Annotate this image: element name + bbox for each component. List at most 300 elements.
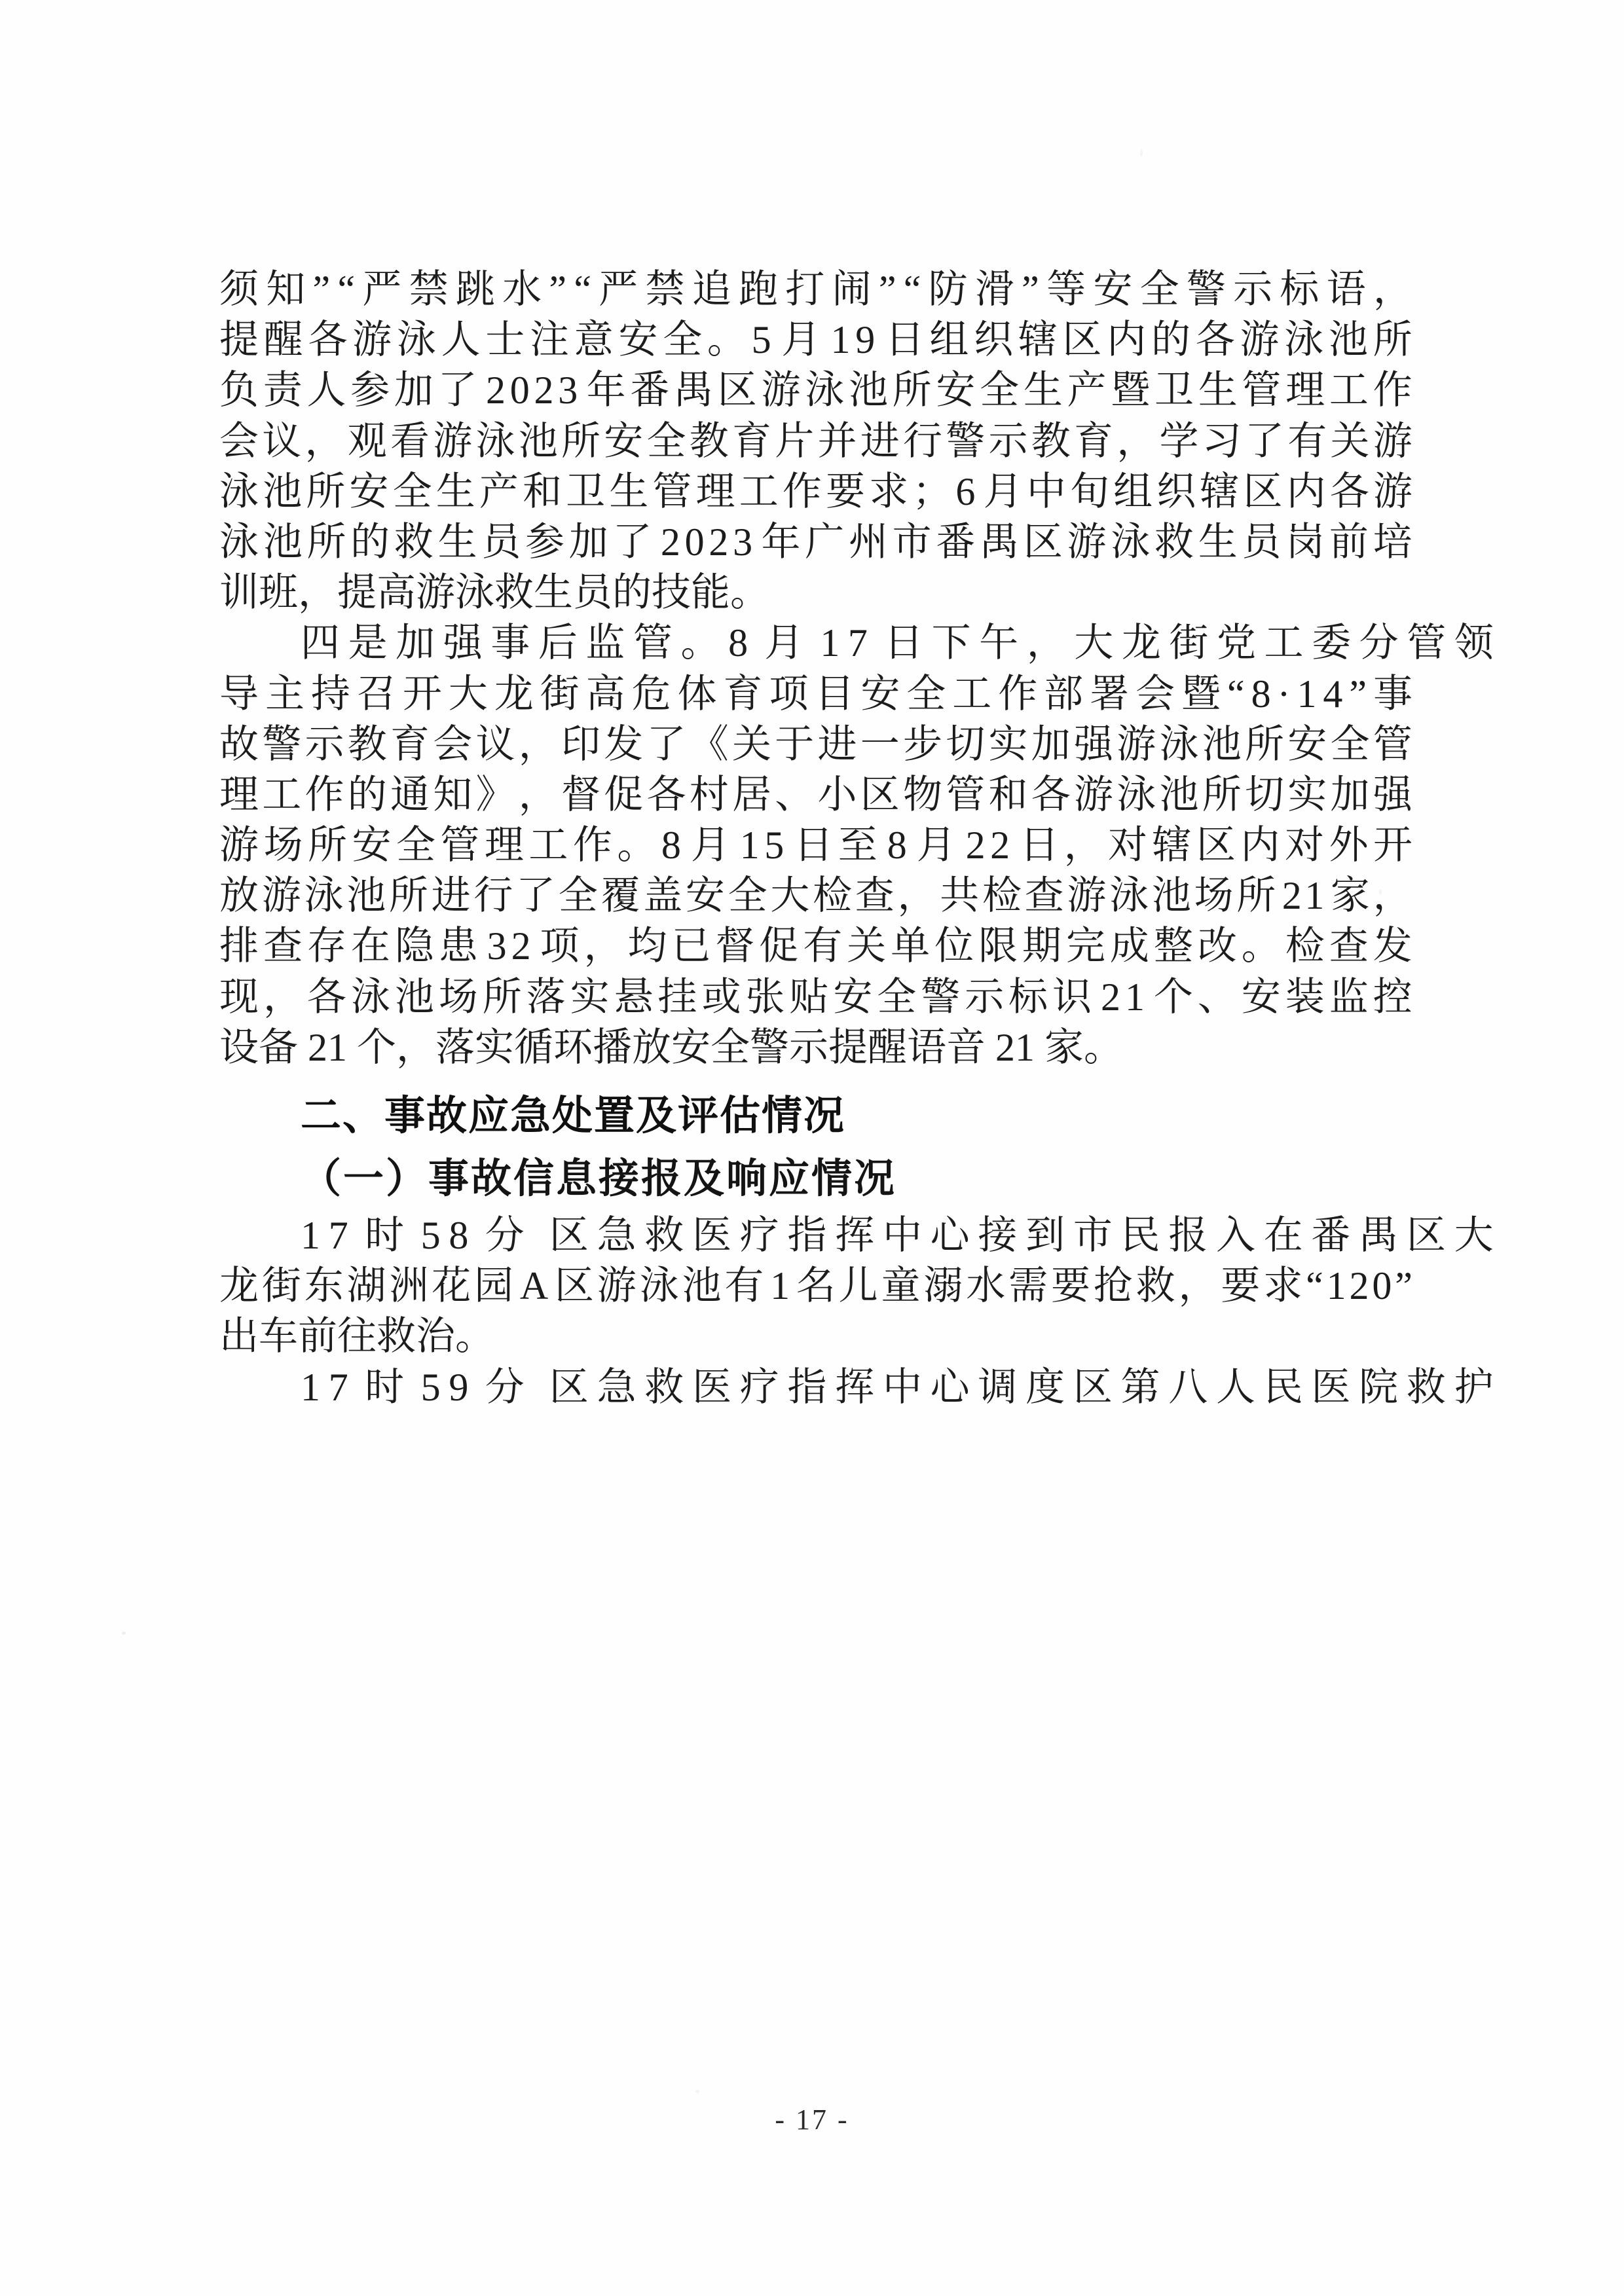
glyph: 游: [1240, 318, 1280, 362]
glyph: 游: [261, 874, 301, 918]
glyph: 隐: [394, 924, 434, 968]
glyph: 全: [392, 469, 432, 513]
glyph: “: [574, 268, 591, 311]
glyph: 市: [892, 520, 932, 564]
glyph: 医: [692, 1365, 732, 1409]
glyph: 管: [1373, 722, 1412, 766]
glyph: 所: [388, 874, 428, 918]
glyph: 有: [803, 924, 843, 968]
glyph: 下: [931, 621, 971, 665]
glyph: “: [903, 268, 921, 311]
glyph: 和: [522, 469, 562, 513]
glyph: 工: [528, 824, 568, 867]
glyph: 八: [1168, 1365, 1208, 1409]
glyph: 池: [1328, 318, 1368, 362]
glyph: 1: [830, 318, 851, 362]
glyph: ，: [263, 975, 303, 1019]
glyph: 议: [475, 722, 515, 766]
glyph: 习: [1202, 419, 1242, 463]
glyph: 强: [443, 621, 483, 665]
glyph: 安: [604, 419, 644, 463]
glyph: 生: [435, 469, 475, 513]
glyph: 示: [965, 975, 1005, 1019]
glyph: 负: [219, 369, 259, 412]
glyph: 游: [597, 1264, 637, 1308]
glyph: 泳: [396, 318, 436, 362]
glyph: 须: [219, 268, 259, 311]
glyph: 生: [437, 520, 477, 564]
glyph: 项: [540, 924, 580, 968]
glyph: 2: [534, 369, 554, 412]
glyph: 场: [1194, 874, 1234, 918]
glyph: 或: [701, 975, 741, 1019]
glyph: 、: [775, 773, 815, 816]
glyph: 接: [978, 1214, 1018, 1257]
glyph: 池: [848, 369, 888, 412]
glyph: 名: [796, 1264, 836, 1308]
glyph: 区: [554, 1264, 594, 1308]
glyph: 7: [328, 1214, 348, 1257]
glyph: 区: [1073, 1365, 1113, 1409]
glyph: ，: [1063, 824, 1103, 867]
glyph: 溺: [923, 1264, 963, 1308]
glyph: 院: [1359, 1365, 1399, 1409]
glyph: ”: [549, 268, 567, 311]
glyph: 救: [644, 1365, 684, 1409]
glyph: 水: [966, 1264, 1006, 1308]
glyph: 安: [1241, 975, 1281, 1019]
glyph: 分: [485, 1214, 525, 1257]
glyph: 区: [1406, 1214, 1446, 1257]
glyph: 1: [1124, 975, 1145, 1019]
glyph: 2: [965, 824, 986, 867]
glyph: 了: [437, 369, 477, 412]
glyph: 9: [449, 1365, 469, 1409]
glyph: 检: [813, 874, 853, 918]
glyph: 生: [1023, 369, 1063, 412]
glyph: 语: [1326, 268, 1366, 311]
glyph: 游: [1116, 722, 1156, 766]
glyph: 时: [365, 1214, 405, 1257]
paragraph-dispatch-1759: [219, 1362, 1494, 1413]
glyph: 查: [1329, 924, 1369, 968]
glyph: 实: [988, 722, 1028, 766]
glyph: 议: [262, 419, 302, 463]
glyph: 区: [1023, 520, 1063, 564]
glyph: 查: [1024, 874, 1064, 918]
glyph: 5: [420, 1214, 441, 1257]
glyph: 前: [1329, 520, 1369, 564]
glyph: 所: [561, 419, 600, 463]
glyph: 期: [1022, 924, 1062, 968]
glyph: 全: [396, 824, 435, 867]
glyph: 时: [365, 1365, 405, 1409]
glyph: 0: [1372, 1264, 1392, 1308]
glyph: 所: [1373, 318, 1412, 362]
glyph: 龙: [1121, 621, 1161, 665]
glyph: 后: [538, 621, 578, 665]
glyph: 内: [1107, 318, 1147, 362]
glyph: ·: [1277, 672, 1291, 716]
glyph: 目: [815, 672, 855, 716]
glyph: 月: [690, 824, 730, 867]
glyph: 2: [1101, 975, 1121, 1019]
glyph: 进: [431, 874, 471, 918]
glyph: 育: [732, 419, 771, 463]
glyph: 水: [502, 268, 542, 311]
glyph: 大: [1454, 1214, 1494, 1257]
glyph: 所: [306, 469, 346, 513]
glyph: 示: [304, 722, 344, 766]
glyph: 全: [1139, 268, 1179, 311]
glyph: 区: [860, 773, 900, 816]
glyph: 查: [855, 874, 895, 918]
glyph: 知: [266, 268, 306, 311]
glyph: 疗: [739, 1365, 779, 1409]
glyph: 大: [1074, 621, 1114, 665]
glyph: ，: [1373, 268, 1412, 311]
glyph: 工: [1329, 369, 1369, 412]
glyph: 事: [490, 621, 530, 665]
glyph: ”: [878, 268, 896, 311]
glyph: 全: [980, 369, 1020, 412]
glyph: 进: [817, 722, 857, 766]
glyph: 泳: [1116, 773, 1156, 816]
glyph: 完: [1065, 924, 1105, 968]
glyph: 监: [1329, 975, 1369, 1019]
glyph: 学: [1159, 419, 1199, 463]
glyph: 危: [631, 672, 671, 716]
glyph: 管: [1407, 621, 1447, 665]
glyph: 池: [1202, 722, 1242, 766]
glyph: 排: [219, 924, 259, 968]
glyph: 8: [449, 1214, 469, 1257]
glyph: 促: [759, 924, 799, 968]
glyph: 四: [301, 621, 340, 665]
glyph: 泳: [805, 369, 845, 412]
glyph: 组: [1113, 469, 1153, 513]
glyph: 委: [1312, 621, 1352, 665]
glyph: 小: [817, 773, 857, 816]
glyph: 第: [1120, 1365, 1160, 1409]
glyph: 加: [1330, 773, 1370, 816]
glyph: 培: [1373, 520, 1412, 564]
glyph: 1: [739, 824, 760, 867]
glyph: 产: [1067, 369, 1107, 412]
glyph: 中: [882, 1365, 922, 1409]
glyph: 午: [979, 621, 1019, 665]
glyph: 实: [1287, 773, 1327, 816]
glyph: 张: [745, 975, 785, 1019]
glyph: 池: [263, 469, 303, 513]
glyph: “: [337, 268, 356, 311]
glyph: ；: [912, 469, 952, 513]
glyph: 加: [394, 369, 434, 412]
glyph: 池: [1151, 874, 1191, 918]
glyph: 泳: [219, 469, 259, 513]
text-line: 设备 21 个，落实循环播放安全警示提醒语音 21 家。: [219, 1025, 1123, 1069]
glyph: 所: [307, 824, 347, 867]
glyph: 开: [1373, 824, 1412, 867]
text-line: [219, 669, 1412, 720]
glyph: 暨: [1181, 672, 1221, 716]
glyph: 番: [630, 369, 670, 412]
glyph: 泳: [350, 975, 390, 1019]
glyph: 救: [1135, 1264, 1175, 1308]
glyph: 促: [604, 773, 644, 816]
glyph: 警: [946, 419, 986, 463]
glyph: 单: [891, 924, 931, 968]
glyph: 心: [930, 1365, 970, 1409]
glyph: 1: [770, 1264, 790, 1308]
glyph: 街: [540, 672, 580, 716]
glyph: 看: [390, 419, 430, 463]
glyph: 广: [805, 520, 845, 564]
glyph: 作: [572, 824, 612, 867]
text-line: [219, 770, 1412, 820]
glyph: 所: [482, 975, 522, 1019]
spacer: [219, 1073, 1412, 1085]
glyph: ，: [1116, 419, 1156, 463]
glyph: 强: [1074, 722, 1113, 766]
glyph: 2: [709, 520, 729, 564]
glyph: 5: [420, 1365, 441, 1409]
glyph: 注: [530, 318, 570, 362]
glyph: 士: [485, 318, 525, 362]
glyph: 均: [627, 924, 667, 968]
glyph: 知: [433, 773, 473, 816]
glyph: 各: [306, 975, 346, 1019]
glyph: 控: [1373, 975, 1412, 1019]
glyph: 有: [724, 1264, 764, 1308]
glyph: 。: [680, 621, 720, 665]
glyph: 区: [1196, 824, 1236, 867]
glyph: 教: [347, 722, 387, 766]
glyph: 全: [728, 874, 767, 918]
glyph: 家: [1330, 874, 1370, 918]
glyph: 发: [604, 722, 644, 766]
glyph: 生: [1198, 369, 1238, 412]
glyph: 。: [707, 318, 747, 362]
glyph: 理: [219, 773, 259, 816]
glyph: 要: [1050, 1264, 1090, 1308]
glyph: 提: [219, 318, 259, 362]
glyph: 和: [988, 773, 1028, 816]
glyph: 2: [990, 824, 1010, 867]
glyph: 悬: [614, 975, 654, 1019]
glyph: 内: [1286, 469, 1326, 513]
glyph: 《: [689, 722, 729, 766]
glyph: 所: [1245, 722, 1284, 766]
glyph: 的: [347, 773, 387, 816]
text-line: [219, 1211, 1494, 1261]
glyph: 辖: [1200, 469, 1240, 513]
glyph: 救: [644, 1214, 684, 1257]
glyph: 2: [486, 369, 506, 412]
glyph: 项: [769, 672, 809, 716]
glyph: 切: [946, 722, 986, 766]
glyph: ”: [1349, 672, 1367, 716]
glyph: 禺: [674, 369, 714, 412]
glyph: 个: [1153, 975, 1193, 1019]
text-line: [219, 820, 1412, 871]
glyph: 街: [1169, 621, 1209, 665]
page-number: - 17 -: [775, 2104, 849, 2136]
glyph: 场: [263, 824, 303, 867]
glyph: 管: [440, 824, 480, 867]
glyph: 警: [921, 975, 961, 1019]
glyph: 至: [838, 824, 877, 867]
glyph: 挂: [657, 975, 697, 1019]
glyph: 在: [1263, 1214, 1303, 1257]
glyph: 指: [787, 1365, 827, 1409]
glyph: 暨: [1111, 369, 1151, 412]
glyph: 检: [1285, 924, 1325, 968]
glyph: ”: [1022, 268, 1039, 311]
glyph: 切: [1245, 773, 1284, 816]
glyph: 居: [732, 773, 771, 816]
glyph: 各: [1195, 318, 1235, 362]
text-line: [219, 720, 1412, 770]
glyph: 年: [586, 369, 626, 412]
text-line: [219, 1362, 1494, 1413]
scan-speckle: [695, 2090, 699, 2093]
glyph: 在: [350, 924, 390, 968]
glyph: 打: [785, 268, 825, 311]
glyph: 求: [869, 469, 909, 513]
glyph: 》: [475, 773, 515, 816]
glyph: 关: [1330, 419, 1370, 463]
glyph: 位: [934, 924, 974, 968]
glyph: 的: [350, 520, 390, 564]
glyph: 监: [585, 621, 625, 665]
glyph: 通: [390, 773, 430, 816]
glyph: 、: [1197, 975, 1237, 1019]
glyph: 行: [473, 874, 513, 918]
glyph: 救: [1406, 1365, 1446, 1409]
glyph: 导: [219, 672, 259, 716]
glyph: 持: [310, 672, 350, 716]
glyph: 织: [1156, 469, 1196, 513]
glyph: 跳: [455, 268, 495, 311]
glyph: 追: [692, 268, 731, 311]
glyph: 于: [775, 722, 815, 766]
glyph: 内: [1240, 824, 1280, 867]
glyph: 安: [860, 672, 900, 716]
glyph: 整: [1153, 924, 1193, 968]
glyph: 领: [1454, 621, 1494, 665]
glyph: 报: [1168, 1214, 1208, 1257]
glyph: 要: [825, 469, 865, 513]
glyph: 各: [1031, 773, 1071, 816]
glyph: 卫: [1154, 369, 1194, 412]
glyph: 限: [978, 924, 1018, 968]
text-line: 训班，提高游泳救生员的技能。: [219, 571, 769, 615]
glyph: 警: [1186, 268, 1226, 311]
glyph: 行: [903, 419, 942, 463]
glyph: 物: [903, 773, 942, 816]
glyph: 查: [263, 924, 303, 968]
glyph: 主: [265, 672, 304, 716]
glyph: 池: [394, 975, 434, 1019]
text-line: [219, 467, 1412, 517]
glyph: 作: [1373, 369, 1412, 412]
glyph: 防: [928, 268, 968, 311]
glyph: “: [1306, 1264, 1323, 1308]
glyph: 区: [549, 1365, 589, 1409]
text-line: [219, 921, 1412, 972]
glyph: 救: [394, 520, 434, 564]
glyph: 关: [732, 722, 771, 766]
glyph: 禺: [1359, 1214, 1399, 1257]
glyph: 的: [1151, 318, 1190, 362]
glyph: 一: [860, 722, 900, 766]
glyph: 安: [685, 874, 725, 918]
glyph: ”: [1395, 1264, 1412, 1308]
glyph: 求: [1263, 1264, 1303, 1308]
scan-speckle: [122, 1631, 126, 1635]
glyph: 改: [1197, 924, 1237, 968]
glyph: 游: [1373, 469, 1412, 513]
glyph: 了: [516, 874, 556, 918]
glyph: 1: [301, 1214, 320, 1257]
glyph: 区: [549, 1214, 589, 1257]
glyph: 湖: [346, 1264, 386, 1308]
paragraph-safety-signage: [219, 264, 1412, 618]
glyph: 调: [978, 1365, 1018, 1409]
glyph: 织: [974, 318, 1014, 362]
glyph: 工: [262, 773, 302, 816]
glyph: 全: [1330, 722, 1370, 766]
glyph: 番: [1311, 1214, 1351, 1257]
glyph: 5: [764, 824, 784, 867]
glyph: 禁: [409, 268, 449, 311]
paragraph-report-1758: [219, 1211, 1494, 1362]
glyph: 了: [612, 520, 652, 564]
glyph: 贴: [789, 975, 829, 1019]
glyph: 事: [1373, 672, 1412, 716]
glyph: 池: [1159, 773, 1199, 816]
heading-subsection-one: （一）事故信息接报及响应情况: [301, 1157, 897, 1201]
glyph: 全: [663, 318, 703, 362]
glyph: ，: [897, 874, 937, 918]
scan-speckle: [1140, 149, 1143, 156]
glyph: 落: [526, 975, 566, 1019]
glyph: 全: [906, 672, 946, 716]
glyph: 需: [1008, 1264, 1048, 1308]
glyph: 区: [1062, 318, 1102, 362]
glyph: 7: [847, 621, 868, 665]
glyph: 要: [1221, 1264, 1261, 1308]
glyph: 。: [1241, 924, 1281, 968]
glyph: 加: [568, 520, 608, 564]
glyph: 故: [219, 722, 259, 766]
glyph: 泳: [475, 419, 515, 463]
glyph: 参: [525, 520, 565, 564]
glyph: 日: [794, 824, 834, 867]
glyph: 了: [646, 722, 686, 766]
glyph: 存: [306, 924, 346, 968]
glyph: 挥: [835, 1365, 875, 1409]
text-line: [219, 416, 1412, 467]
glyph: 高: [585, 672, 625, 716]
glyph: 各: [308, 318, 348, 362]
glyph: 部: [1044, 672, 1084, 716]
page-content: [219, 264, 1494, 1413]
glyph: 对: [1284, 824, 1324, 867]
glyph: 1: [820, 621, 840, 665]
glyph: 园: [474, 1264, 514, 1308]
